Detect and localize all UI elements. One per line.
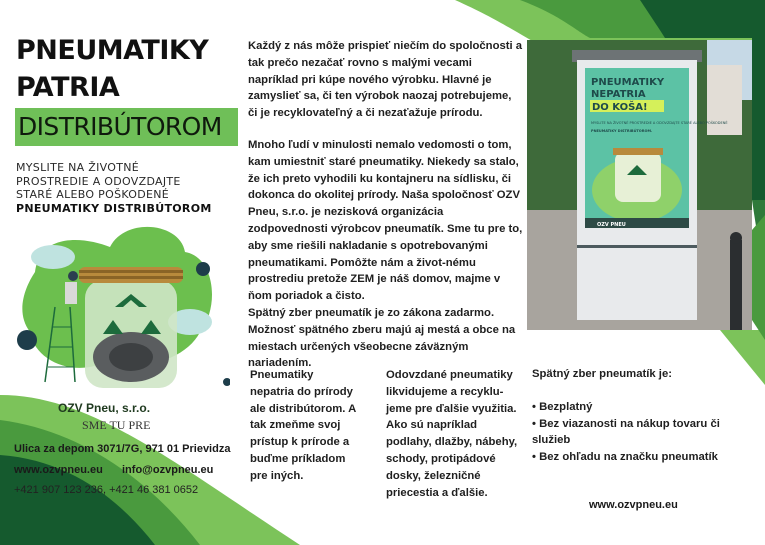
intro-paragraph	[248, 38, 523, 122]
poster-sub: MYSLITE NA ŽIVOTNÉ PROSTREDIE A ODOVZDAJTE STARÉ ALEBO POŠKODENÉ	[591, 121, 728, 125]
poster-headline-2: NEPATRIA	[591, 89, 646, 100]
list-title: Spätný zber pneumatík je:	[532, 368, 672, 380]
footer-website-link[interactable]: www.ozvpneu.eu	[589, 499, 678, 511]
list-item: • Bezplatný	[532, 399, 757, 416]
subtitle-line: STARÉ ALEBO POŠKODENÉ	[16, 188, 170, 201]
street-scene-image	[527, 40, 752, 330]
paragraph-3: Spätný zber pneumatík je zo zákona zadarmo.	[248, 306, 495, 319]
recycling-jar-illustration	[15, 212, 230, 392]
billboard-photo	[527, 40, 752, 330]
poster-sub-bold: PNEUMATIKY DISTRIBÚTOROM.	[591, 129, 653, 133]
title-highlight	[15, 108, 238, 146]
poster-headline-1: PNEUMATIKY	[591, 77, 665, 88]
tagline: SME TU PRE	[82, 418, 151, 432]
poster-headline-3: DO KOŠA!	[592, 102, 648, 113]
website-link[interactable]: www.ozvpneu.eu	[14, 464, 103, 476]
title-line-3: DISTRIBÚTOROM	[18, 112, 222, 141]
poster-brand: OZV PNEU	[597, 222, 626, 228]
list-item: • Bez ohľadu na značku pneumatík	[532, 449, 757, 466]
collection-info	[532, 366, 757, 466]
paragraph-2: Mnoho ľudí v minulosti nemalo vedomosti o tom, kam umiestniť staré pneumatiky. Niekedy sa stalo, že ich preto vyhodili ku kontajneru na sídlisku, či dokonca do okolitej prírody. Naša spoločnosť OZV Pneu, s.r.o. je nezisková organizácia zodpovednosti výrobcov pneumatík. Sme tu pre to, aby sme riešili nakladanie s opotrebovanými pneumatikami. Pomôžte nám a život-nému prostrediu pretože ZEM je náš domov, majme v ňom poriadok a čisto.	[248, 139, 523, 303]
phone-numbers: +421 907 123 236, +421 46 381 0652	[14, 484, 199, 496]
benefits-list	[532, 399, 757, 466]
paragraph-1: Každý z nás môže prispieť niečím do spoločnosti a tak prečo nezačať rovno s malými vecami napríklad pri kúpe nového výrobku. Hlavné je zamyslieť sa, či ten výrobok naozaj potrebujeme, či je recyklovateľný a či nezaťažuje prírodu.	[248, 40, 523, 120]
column-left-text: Pneumatiky nepatria do prírody ale distribútorom. A tak zmeňme svoj prístup k prírode a buďme príkladom pre iných.	[250, 369, 356, 482]
column-right-text: Odovzdané pneumatiky likvidujeme a recyklu-jeme pre ďalšie využitia. Ako sú napríklad podlahy, dlažby, nábehy, schody, protipádové dosky, železničné priecestia a ďalšie.	[386, 369, 518, 499]
main-paragraph	[248, 137, 523, 372]
title-line-1: PNEUMATIKY	[16, 35, 209, 66]
subtitle-bold: PNEUMATIKY DISTRIBÚTOROM	[16, 201, 212, 215]
paragraph-4: Možnosť spätného zberu majú aj mestá a obce na miestach určených všeobecne záväzným nariadením.	[248, 323, 516, 370]
company-name: OZV Pneu, s.r.o.	[58, 401, 151, 415]
subtitle-line: MYSLITE NA ŽIVOTNÉ	[16, 161, 140, 174]
subtitle-line: PROSTREDIE A ODOVZDAJTE	[16, 174, 181, 188]
subtitle	[16, 161, 212, 215]
list-item: • Bez viazanosti na nákup tovaru či služieb	[532, 416, 757, 450]
email-link[interactable]: info@ozvpneu.eu	[122, 464, 214, 476]
title-line-2: PATRIA	[16, 72, 120, 103]
address: Ulica za depom 3071/7G, 971 01 Prievidza	[14, 443, 231, 455]
